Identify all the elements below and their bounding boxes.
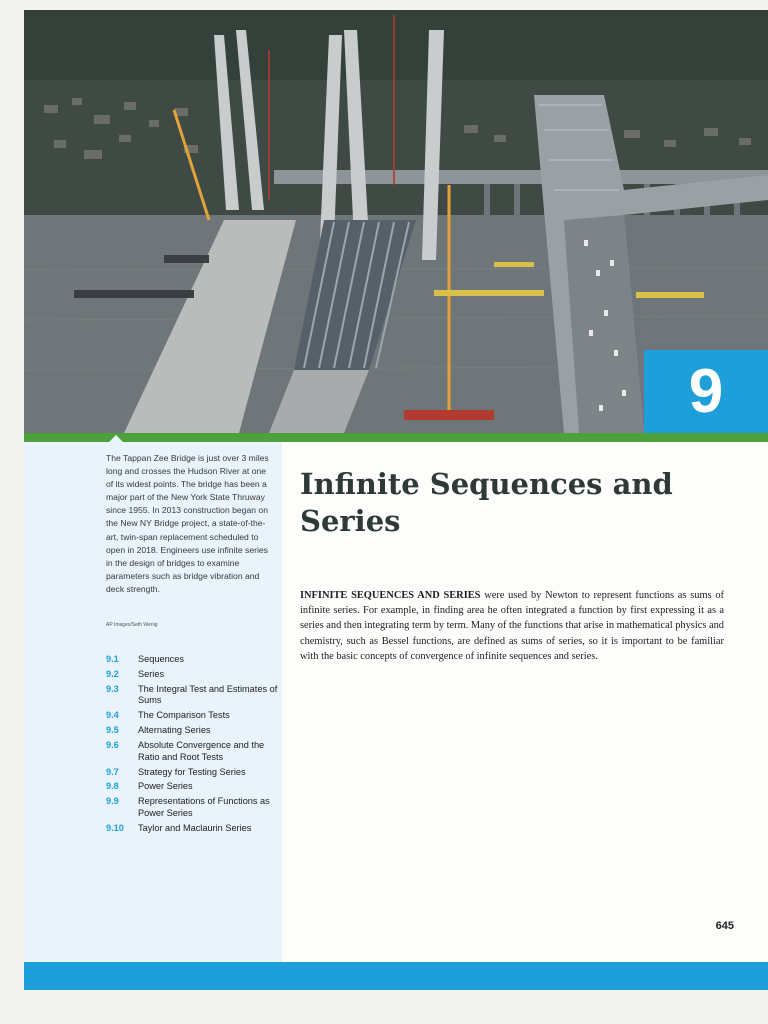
green-divider	[24, 433, 768, 442]
toc-number: 9.2	[106, 668, 119, 679]
caption-pointer	[108, 435, 124, 443]
toc-title: The Comparison Tests	[138, 710, 230, 721]
toc-number: 9.1	[106, 654, 119, 664]
toc-number: 9.9	[106, 796, 119, 807]
intro-paragraph	[300, 588, 724, 664]
chapter-title: Infinite Sequences and Series	[300, 467, 673, 538]
toc-number: 9.5	[106, 725, 119, 736]
toc-item[interactable]	[106, 725, 286, 737]
bridge-photo	[24, 10, 768, 433]
chapter-contents	[106, 654, 286, 838]
page-number: 645	[715, 920, 734, 932]
toc-item[interactable]	[106, 781, 286, 793]
intro-lead: INFINITE SEQUENCES AND SERIES	[300, 590, 481, 601]
bottom-accent-bar	[24, 962, 768, 990]
toc-title: Sequences	[138, 654, 184, 664]
toc-title: Representations of Functions as Power Series	[138, 796, 270, 818]
toc-item[interactable]	[106, 710, 286, 722]
toc-title: Taylor and Maclaurin Series	[138, 822, 252, 833]
toc-title: The Integral Test and Estimates of Sums	[138, 683, 278, 706]
chapter-number-badge: 9	[644, 350, 768, 433]
textbook-page	[24, 10, 768, 990]
toc-title: Alternating Series	[138, 725, 211, 736]
toc-item[interactable]	[106, 740, 286, 763]
intro-body: were used by Newton to represent functions as sums of infinite series. For example, in finding area he often integrated a function by first expressing it as a series and then integrating term by term. Many of the functions that arise in mathematical physics and chemistry, such as Bessel functions, are defined as sums of series, so it is important to be familiar with the basic concepts of convergence of infinite sequences and series.	[300, 590, 724, 662]
toc-number: 9.4	[106, 710, 119, 721]
toc-title: Series	[138, 668, 165, 679]
photo-caption: The Tappan Zee Bridge is just over 3 miles long and crosses the Hudson River at one of its widest points. The bridge has been a major part of the New York State Thruway since 1955. In 2013 construction began on the New NY Bridge project, a state-of-the-art, twin-span replacement scheduled to open in 2018. Engineers use infinite series in the design of bridges to examine parameters such as bridge vibration and deck strength.	[106, 453, 269, 594]
toc-item[interactable]	[106, 654, 286, 666]
toc-number: 9.8	[106, 781, 119, 792]
photo-credit: AP Images/Seth Wenig	[106, 622, 158, 628]
toc-item[interactable]	[106, 684, 286, 707]
toc-number: 9.3	[106, 683, 119, 694]
toc-title: Strategy for Testing Series	[138, 766, 246, 777]
toc-number: 9.10	[106, 822, 124, 833]
toc-title: Power Series	[138, 781, 193, 792]
toc-item[interactable]	[106, 669, 286, 681]
toc-number: 9.6	[106, 740, 119, 751]
toc-title: Absolute Convergence and the Ratio and Root Tests	[138, 740, 265, 762]
toc-number: 9.7	[106, 766, 119, 777]
toc-item[interactable]	[106, 823, 286, 835]
toc-item[interactable]	[106, 796, 286, 819]
toc-item[interactable]	[106, 767, 286, 779]
